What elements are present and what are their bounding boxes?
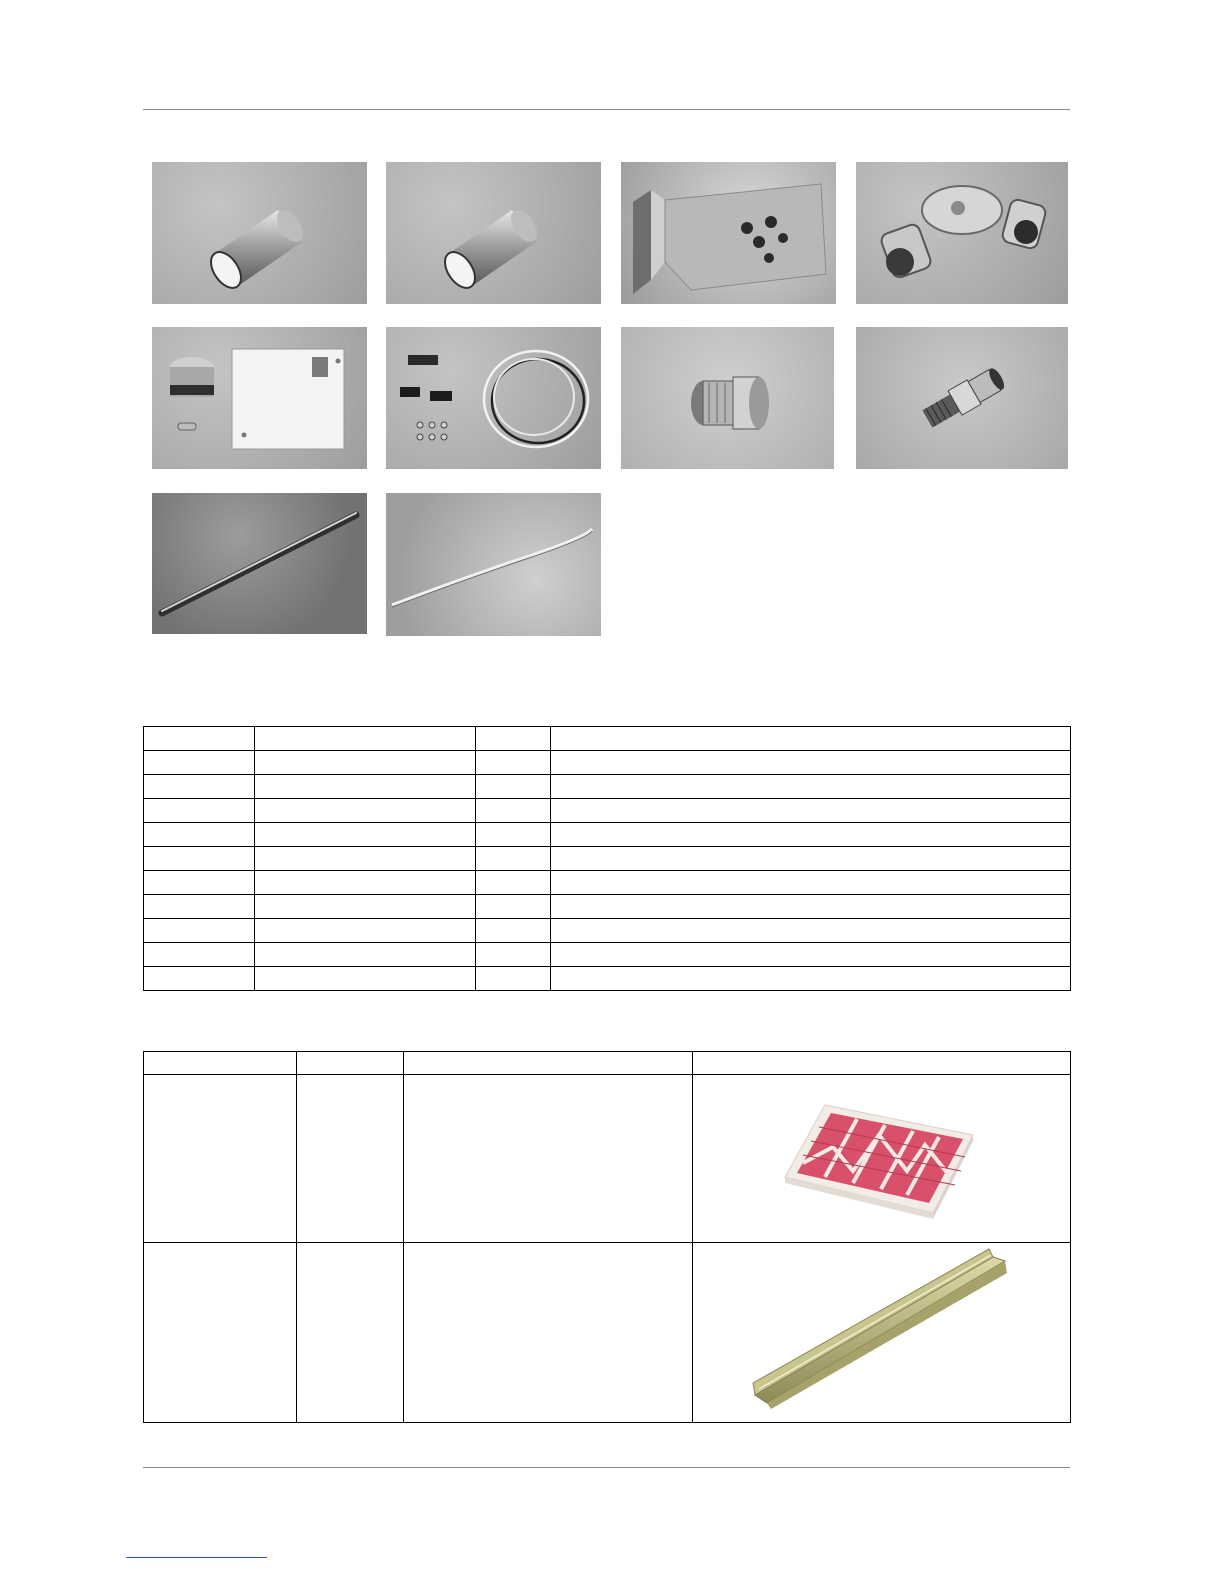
pleated-air-filter-icon [693, 1075, 1071, 1239]
parts-table-cell [255, 823, 476, 847]
options-image-cell [693, 1243, 1071, 1423]
parts-table-row [144, 895, 1071, 919]
metal-rod-icon [152, 493, 367, 634]
parts-table-cell [144, 943, 255, 967]
parts-table-cell [476, 775, 551, 799]
options-header-cell [297, 1052, 404, 1075]
conduit-fitting-icon [621, 327, 834, 469]
parts-table-row [144, 943, 1071, 967]
parts-table-cell [255, 847, 476, 871]
parts-table-cell [255, 919, 476, 943]
drip-channel-icon [693, 1243, 1071, 1419]
parts-table-cell [144, 847, 255, 871]
options-row-filter [144, 1075, 1071, 1243]
parts-table-cell [551, 751, 1071, 775]
metal-sleeve-icon [386, 162, 601, 304]
parts-table-cell [144, 775, 255, 799]
compression-elbow-icon [856, 162, 1068, 304]
photo-sleeve-2 [386, 162, 601, 304]
parts-table-cell [551, 919, 1071, 943]
parts-table-cell [476, 943, 551, 967]
parts-table-row [144, 799, 1071, 823]
microswitches-and-wire-icon [386, 327, 601, 469]
parts-table-cell [551, 775, 1071, 799]
parts-table-cell [476, 823, 551, 847]
parts-table-row [144, 871, 1071, 895]
photo-compression-fitting [856, 327, 1068, 469]
parts-table-cell [476, 751, 551, 775]
parts-table-cell [476, 847, 551, 871]
parts-table-row [144, 727, 1071, 751]
parts-table-row [144, 823, 1071, 847]
parts-table-cell [551, 799, 1071, 823]
parts-table-cell [255, 751, 476, 775]
options-header-cell [693, 1052, 1071, 1075]
parts-table-cell [144, 871, 255, 895]
parts-table-cell [144, 751, 255, 775]
options-header-cell [144, 1052, 297, 1075]
photo-elbow-fitting [856, 162, 1068, 304]
parts-table-cell [476, 919, 551, 943]
parts-table-cell [144, 967, 255, 991]
parts-table-cell [476, 727, 551, 751]
parts-table-cell [255, 727, 476, 751]
photo-sleeve-1 [152, 162, 367, 304]
options-cell [404, 1243, 693, 1423]
parts-table-row [144, 775, 1071, 799]
photo-mounting-bracket [621, 162, 836, 304]
photo-control-box-kit [152, 327, 367, 469]
options-cell [297, 1243, 404, 1423]
parts-table-cell [551, 967, 1071, 991]
parts-table-cell [476, 871, 551, 895]
parts-table-row [144, 967, 1071, 991]
parts-table-cell [255, 799, 476, 823]
parts-table-cell [551, 871, 1071, 895]
photo-conduit-connector [621, 327, 834, 469]
options-cell [144, 1075, 297, 1243]
parts-table-row [144, 751, 1071, 775]
photo-rod-thin [386, 493, 601, 636]
options-cell [297, 1075, 404, 1243]
parts-table-row [144, 847, 1071, 871]
options-header-row [144, 1052, 1071, 1075]
parts-table-cell [144, 823, 255, 847]
metal-sleeve-icon [152, 162, 367, 304]
parts-table-cell [551, 895, 1071, 919]
header-rule [143, 109, 1070, 110]
parts-table-cell [476, 967, 551, 991]
parts-table-cell [551, 727, 1071, 751]
parts-table-cell [476, 799, 551, 823]
footer-rule [143, 1467, 1070, 1468]
footer-link-underline[interactable] [126, 1557, 267, 1558]
options-row-channel [144, 1243, 1071, 1423]
parts-table-cell [144, 895, 255, 919]
photo-switch-wire-kit [386, 327, 601, 469]
parts-table-cell [255, 775, 476, 799]
bent-bracket-icon [621, 162, 836, 304]
options-header-cell [404, 1052, 693, 1075]
parts-table-cell [255, 895, 476, 919]
options-image-cell [693, 1075, 1071, 1243]
thin-rod-icon [386, 493, 601, 636]
parts-table-cell [255, 967, 476, 991]
options-table [143, 1051, 1071, 1423]
parts-table-cell [551, 823, 1071, 847]
photo-rod-heavy [152, 493, 367, 634]
options-cell [144, 1243, 297, 1423]
parts-table [143, 726, 1071, 991]
parts-table-cell [551, 943, 1071, 967]
parts-table-cell [144, 799, 255, 823]
straight-fitting-icon [856, 327, 1068, 469]
parts-table-cell [255, 943, 476, 967]
parts-table-cell [255, 871, 476, 895]
parts-table-cell [144, 727, 255, 751]
parts-table-cell [551, 847, 1071, 871]
parts-table-cell [144, 919, 255, 943]
parts-table-row [144, 919, 1071, 943]
parts-table-cell [476, 895, 551, 919]
options-cell [404, 1075, 693, 1243]
enclosure-and-gauge-icon [152, 327, 367, 469]
